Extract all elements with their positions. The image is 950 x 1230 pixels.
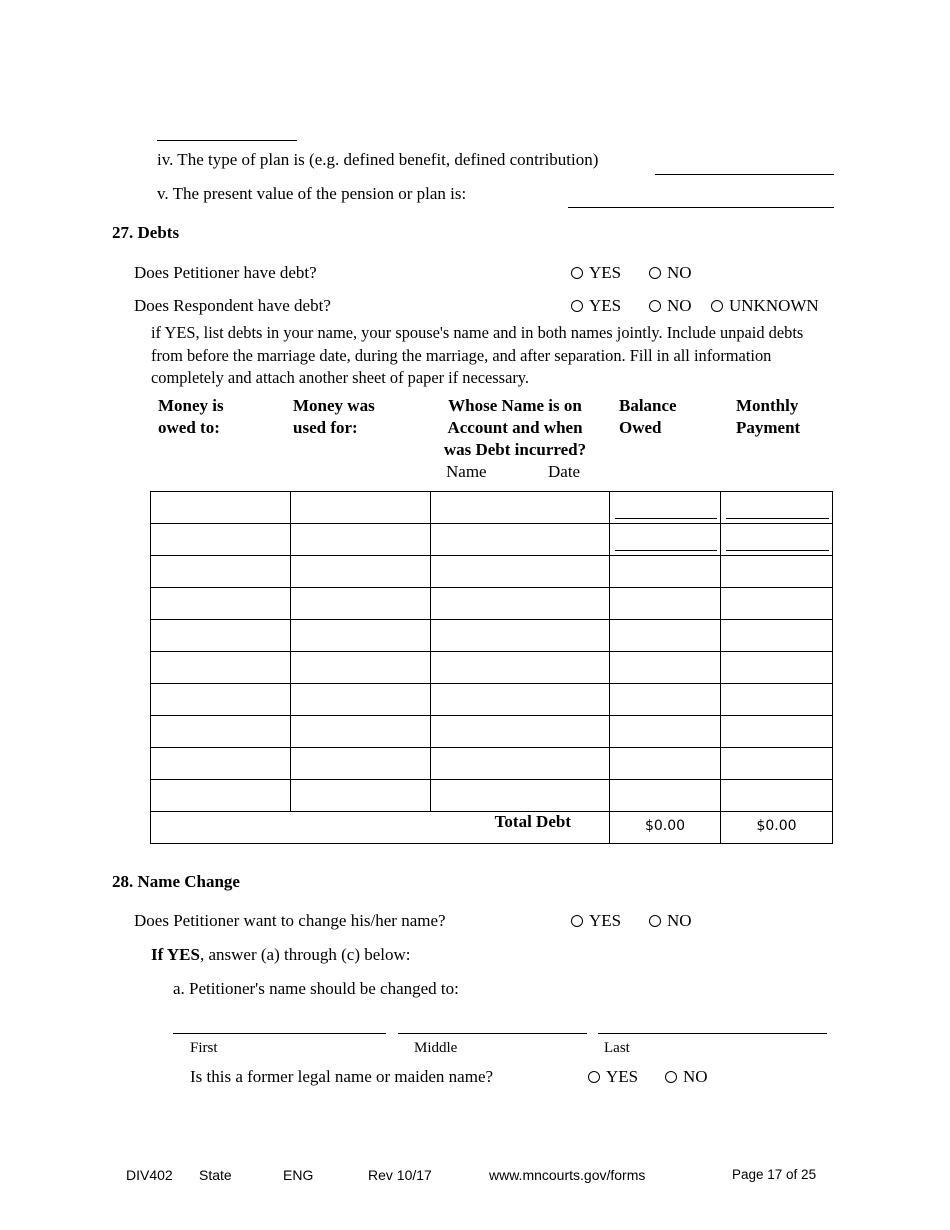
plan-value-question: v. The present value of the pension or plan is: xyxy=(157,184,467,203)
cell-whose-name[interactable] xyxy=(431,588,610,620)
respondent-debt-unknown[interactable]: UNKNOWN xyxy=(711,296,819,316)
name-change-no[interactable]: NO xyxy=(649,911,692,931)
radio-circle-icon[interactable] xyxy=(571,300,583,312)
cell-balance[interactable] xyxy=(610,716,721,748)
col-header-balance: Balance Owed xyxy=(619,396,677,437)
footer-page: Page 17 of 25 xyxy=(732,1167,817,1182)
col-header-used-for: Money was used for: xyxy=(293,396,375,437)
table-row xyxy=(151,780,833,812)
cell-monthly[interactable] xyxy=(721,780,833,812)
respondent-debt-yes[interactable]: YES xyxy=(571,296,621,316)
if-yes-text: , answer (a) through (c) below: xyxy=(199,945,411,964)
monthly-line xyxy=(726,550,829,551)
cell-monthly[interactable] xyxy=(721,556,833,588)
total-row xyxy=(151,812,833,844)
cell-owed-to[interactable] xyxy=(151,556,291,588)
cell-monthly[interactable] xyxy=(721,588,833,620)
cell-owed-to[interactable] xyxy=(151,620,291,652)
footer-rev: Rev 10/17 xyxy=(368,1167,432,1183)
cell-used-for[interactable] xyxy=(291,524,431,556)
cell-used-for[interactable] xyxy=(291,748,431,780)
cell-whose-name[interactable] xyxy=(431,652,610,684)
cell-monthly[interactable] xyxy=(721,748,833,780)
cell-used-for[interactable] xyxy=(291,652,431,684)
radio-circle-icon[interactable] xyxy=(571,267,583,279)
first-name-caption: First xyxy=(190,1040,218,1056)
table-row xyxy=(151,620,833,652)
cell-whose-name[interactable] xyxy=(431,620,610,652)
if-yes-instruction xyxy=(151,945,411,965)
table-row xyxy=(151,652,833,684)
cell-whose-name[interactable] xyxy=(431,684,610,716)
former-name-yes[interactable]: YES xyxy=(588,1067,638,1087)
cell-owed-to[interactable] xyxy=(151,588,291,620)
cell-balance[interactable] xyxy=(610,684,721,716)
plan-value-field[interactable] xyxy=(568,207,834,208)
cell-used-for[interactable] xyxy=(291,716,431,748)
footer-state: State xyxy=(199,1167,232,1183)
former-name-no[interactable]: NO xyxy=(665,1067,708,1087)
new-name-label: a. Petitioner's name should be changed to: xyxy=(173,979,459,998)
monthly-line xyxy=(726,518,829,519)
plan-type-question: iv. The type of plan is (e.g. defined benefit, defined contribution) xyxy=(157,150,599,169)
cell-balance[interactable] xyxy=(610,620,721,652)
cell-balance[interactable] xyxy=(610,524,721,556)
footer-form-id: DIV402 xyxy=(126,1167,173,1183)
col-header-whose-name: Whose Name is on Account and when was Debt incurred? xyxy=(443,396,587,459)
radio-circle-icon[interactable] xyxy=(649,300,661,312)
cell-monthly[interactable] xyxy=(721,652,833,684)
cell-monthly[interactable] xyxy=(721,524,833,556)
table-row xyxy=(151,524,833,556)
cell-balance[interactable] xyxy=(610,748,721,780)
table-row xyxy=(151,556,833,588)
debt-instructions: if YES, list debts in your name, your spouse's name and in both names jointly. Include unpaid debts from before the marriage date, during the marriage, and after separation. Fill in all information completely and attach another sheet of paper if necessary. xyxy=(151,323,804,387)
col-subheader-date: Date xyxy=(548,462,581,481)
petitioner-debt-question: Does Petitioner have debt? xyxy=(134,263,317,282)
total-monthly-value: $0.00 xyxy=(721,812,833,844)
cell-used-for[interactable] xyxy=(291,588,431,620)
cell-whose-name[interactable] xyxy=(431,556,610,588)
first-name-field[interactable] xyxy=(173,1033,386,1034)
total-balance-value: $0.00 xyxy=(610,812,721,844)
table-row xyxy=(151,684,833,716)
footer-lang: ENG xyxy=(283,1167,314,1183)
petitioner-debt-no[interactable]: NO xyxy=(649,263,692,283)
radio-circle-icon[interactable] xyxy=(649,915,661,927)
cell-used-for[interactable] xyxy=(291,684,431,716)
balance-line xyxy=(615,518,717,519)
last-name-caption: Last xyxy=(604,1040,630,1056)
cell-balance[interactable] xyxy=(610,780,721,812)
cell-used-for[interactable] xyxy=(291,620,431,652)
cell-whose-name[interactable] xyxy=(431,780,610,812)
cell-whose-name[interactable] xyxy=(431,492,610,524)
last-name-field[interactable] xyxy=(598,1033,827,1034)
cell-monthly[interactable] xyxy=(721,684,833,716)
cell-owed-to[interactable] xyxy=(151,780,291,812)
cell-balance[interactable] xyxy=(610,556,721,588)
table-row xyxy=(151,588,833,620)
table-row xyxy=(151,716,833,748)
balance-line xyxy=(615,550,717,551)
cell-owed-to[interactable] xyxy=(151,716,291,748)
table-row xyxy=(151,492,833,524)
total-debt-label: Total Debt xyxy=(151,812,610,844)
col-header-monthly: Monthly Payment xyxy=(736,396,801,437)
cell-monthly[interactable] xyxy=(721,492,833,524)
cell-whose-name[interactable] xyxy=(431,748,610,780)
cell-owed-to[interactable] xyxy=(151,492,291,524)
middle-name-caption: Middle xyxy=(414,1040,458,1056)
cell-owed-to[interactable] xyxy=(151,524,291,556)
name-change-heading: 28. Name Change xyxy=(112,872,240,891)
radio-circle-icon[interactable] xyxy=(711,300,723,312)
cell-whose-name[interactable] xyxy=(431,716,610,748)
name-change-question: Does Petitioner want to change his/her name? xyxy=(134,911,446,930)
cell-whose-name[interactable] xyxy=(431,524,610,556)
footer-url: www.mncourts.gov/forms xyxy=(489,1167,646,1183)
respondent-debt-question: Does Respondent have debt? xyxy=(134,296,331,315)
radio-circle-icon[interactable] xyxy=(571,915,583,927)
name-change-yes[interactable]: YES xyxy=(571,911,621,931)
cell-used-for[interactable] xyxy=(291,780,431,812)
if-yes-label: If YES xyxy=(151,945,200,964)
cell-owed-to[interactable] xyxy=(151,652,291,684)
radio-circle-icon[interactable] xyxy=(588,1071,600,1083)
cell-owed-to[interactable] xyxy=(151,684,291,716)
respondent-debt-no[interactable]: NO xyxy=(649,296,692,316)
cell-used-for[interactable] xyxy=(291,556,431,588)
cell-balance[interactable] xyxy=(610,588,721,620)
cell-monthly[interactable] xyxy=(721,716,833,748)
cell-monthly[interactable] xyxy=(721,620,833,652)
cell-owed-to[interactable] xyxy=(151,748,291,780)
prior-answer-line[interactable] xyxy=(157,140,297,141)
col-header-owed-to: Money is owed to: xyxy=(158,396,224,437)
radio-circle-icon[interactable] xyxy=(649,267,661,279)
cell-used-for[interactable] xyxy=(291,492,431,524)
plan-type-field[interactable] xyxy=(655,174,834,175)
cell-balance[interactable] xyxy=(610,652,721,684)
table-row xyxy=(151,748,833,780)
middle-name-field[interactable] xyxy=(398,1033,587,1034)
debt-table xyxy=(150,491,833,844)
former-name-question: Is this a former legal name or maiden name? xyxy=(190,1067,494,1086)
radio-circle-icon[interactable] xyxy=(665,1071,677,1083)
cell-balance[interactable] xyxy=(610,492,721,524)
petitioner-debt-yes[interactable]: YES xyxy=(571,263,621,283)
col-subheader-name: Name xyxy=(446,462,487,481)
debts-heading: 27. Debts xyxy=(112,223,180,242)
